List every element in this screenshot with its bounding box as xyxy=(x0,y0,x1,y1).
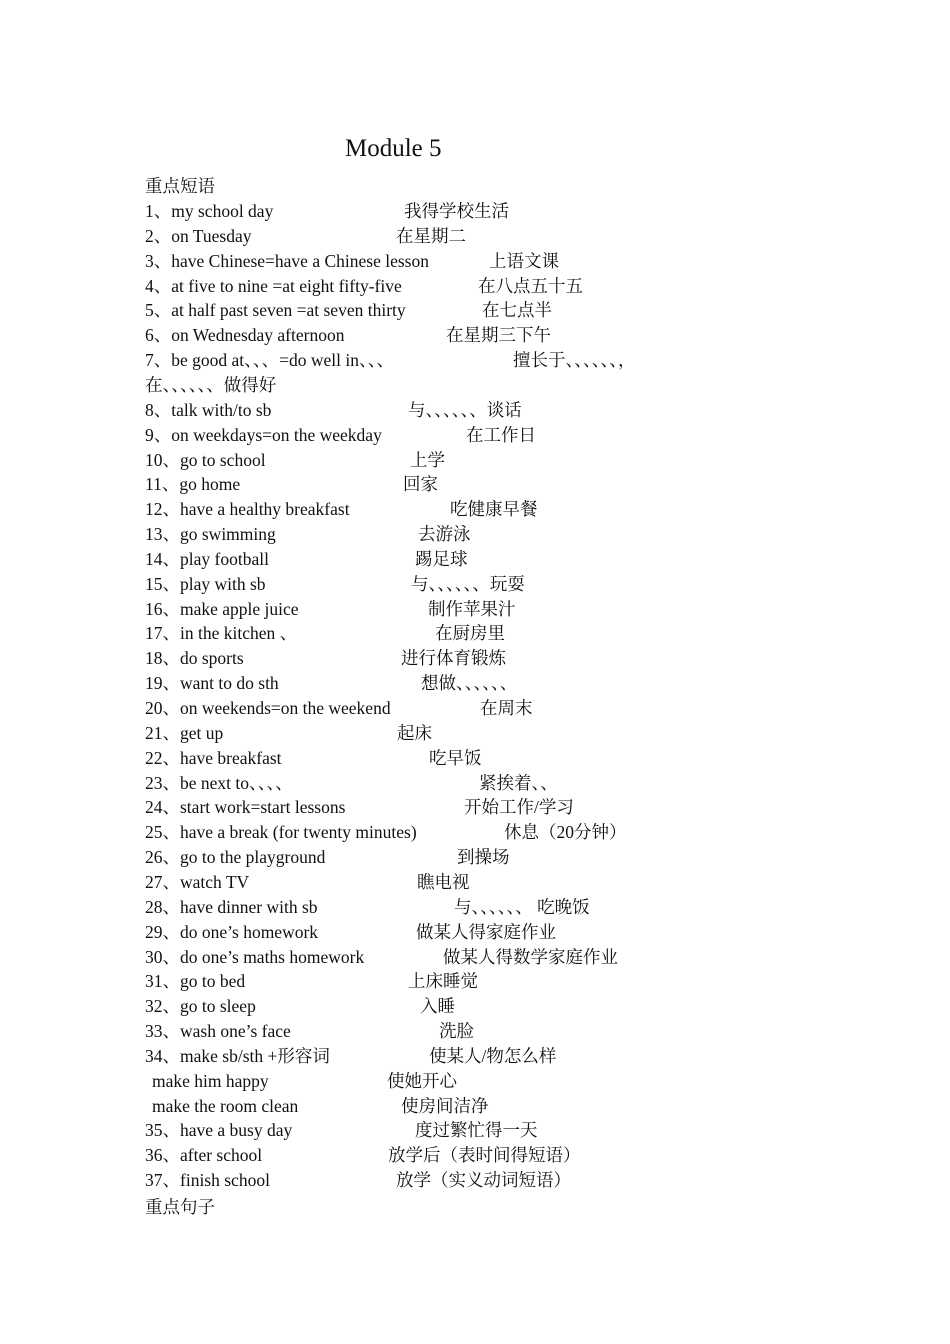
phrase-chinese: 制作苹果汁 xyxy=(428,598,516,619)
phrase-chinese: 在周末 xyxy=(480,698,533,718)
phrase-english: 13、go swimming xyxy=(145,524,276,545)
phrase-chinese: 洗脸 xyxy=(439,1021,474,1042)
phrase-english: 18、do sports xyxy=(145,648,244,669)
phrase-chinese: 吃早饭 xyxy=(429,747,482,768)
phrase-english: 在、、、、、、做得好 xyxy=(145,374,277,395)
phrase-chinese: 去游泳 xyxy=(418,524,471,545)
phrase-english: 22、have breakfast xyxy=(145,747,282,768)
phrase-english: 11、go home xyxy=(145,474,241,495)
phrase-chinese: 做某人得数学家庭作业 xyxy=(443,946,618,967)
phrase-english: 33、wash one’s face xyxy=(145,1021,291,1042)
phrase-chinese: 入睡 xyxy=(420,996,455,1017)
phrase-chinese: 与、、、、、、 吃晚饭 xyxy=(454,896,590,917)
phrase-chinese: 在星期二 xyxy=(396,225,466,246)
phrase-english: 30、do one’s maths homework xyxy=(145,946,365,967)
phrase-chinese: 紧挨着、、 xyxy=(479,772,558,793)
phrase-chinese: 在七点半 xyxy=(482,300,552,321)
phrase-chinese: 放学后（表时间得短语） xyxy=(388,1145,581,1166)
section-heading-sentences: 重点句子 xyxy=(145,1197,215,1217)
page-title: Module 5 xyxy=(345,135,442,162)
phrase-english: 14、play football xyxy=(145,548,269,569)
phrase-english: 36、after school xyxy=(145,1145,263,1166)
phrase-english: 28、have dinner with sb xyxy=(145,896,318,917)
phrase-english: 25、have a break (for twenty minutes) xyxy=(145,822,417,843)
phrase-english: 9、on weekdays=on the weekday xyxy=(145,424,382,445)
phrase-english: 34、make sb/sth +形容词 xyxy=(145,1045,330,1066)
phrase-english: 29、do one’s homework xyxy=(145,921,319,942)
phrase-english: 20、on weekends=on the weekend xyxy=(145,698,391,718)
phrase-chinese: 擅长于、、、、、、， xyxy=(513,350,636,371)
phrase-chinese: 使某人/物怎么样 xyxy=(429,1045,557,1066)
phrase-english: 4、at five to nine =at eight fifty-five xyxy=(145,275,402,296)
phrase-english: 1、my school day xyxy=(145,201,274,221)
phrase-chinese: 进行体育锻炼 xyxy=(401,648,506,669)
phrase-english: 37、finish school xyxy=(145,1170,270,1191)
phrase-chinese: 在八点五十五 xyxy=(478,275,583,296)
phrase-english: 21、get up xyxy=(145,722,224,743)
phrase-chinese: 开始工作/学习 xyxy=(464,797,574,818)
phrase-chinese: 做某人得家庭作业 xyxy=(416,921,556,942)
phrase-chinese: 上学 xyxy=(410,449,445,470)
phrase-english: 3、have Chinese=have a Chinese lesson xyxy=(145,250,429,271)
phrase-english: 31、go to bed xyxy=(145,971,246,992)
phrase-chinese: 吃健康早餐 xyxy=(450,499,538,520)
phrase-english: 5、at half past seven =at seven thirty xyxy=(145,300,406,321)
phrase-chinese: 放学（实义动词短语） xyxy=(396,1170,571,1191)
phrase-english: 32、go to sleep xyxy=(145,996,256,1017)
phrase-english: 12、have a healthy breakfast xyxy=(145,499,350,520)
phrase-chinese: 踢足球 xyxy=(415,548,468,569)
phrase-chinese: 瞧电视 xyxy=(417,871,470,892)
phrase-english: 2、on Tuesday xyxy=(145,225,252,246)
phrase-chinese: 在工作日 xyxy=(466,424,536,445)
phrase-chinese: 休息（20分钟） xyxy=(504,822,627,843)
phrase-english: 23、be next to、、、、 xyxy=(145,772,293,793)
phrase-chinese: 起床 xyxy=(397,722,432,743)
phrase-english: 6、on Wednesday afternoon xyxy=(145,325,345,346)
phrase-chinese: 与、、、、、、谈话 xyxy=(408,399,522,420)
phrase-english: 16、make apple juice xyxy=(145,598,299,619)
phrase-chinese: 与、、、、、、玩耍 xyxy=(411,573,525,594)
phrase-chinese: 到操场 xyxy=(457,847,510,868)
phrase-english: 35、have a busy day xyxy=(145,1120,293,1141)
phrase-english: 27、watch TV xyxy=(145,871,250,892)
phrase-english: 10、go to school xyxy=(145,449,266,470)
phrase-chinese: 使房间洁净 xyxy=(401,1095,489,1116)
phrase-chinese: 度过繁忙得一天 xyxy=(415,1120,538,1141)
phrase-english: 17、in the kitchen 、 xyxy=(145,623,298,644)
phrase-chinese: 上语文课 xyxy=(489,250,559,271)
phrase-chinese: 使她开心 xyxy=(387,1070,457,1091)
section-heading-phrases: 重点短语 xyxy=(145,176,215,196)
phrase-english: 26、go to the playground xyxy=(145,847,326,868)
phrase-english: 8、talk with/to sb xyxy=(145,399,272,420)
phrase-chinese: 上床睡觉 xyxy=(408,971,478,992)
phrase-english: make the room clean xyxy=(152,1095,299,1116)
phrase-english: 15、play with sb xyxy=(145,573,266,594)
phrase-english: make him happy xyxy=(152,1070,269,1091)
phrase-english: 19、want to do sth xyxy=(145,673,279,694)
phrase-english: 7、be good at、、、=do well in、、、 xyxy=(145,350,395,371)
phrase-english: 24、start work=start lessons xyxy=(145,797,346,818)
phrase-chinese: 回家 xyxy=(403,474,438,495)
phrase-chinese: 在星期三下午 xyxy=(446,325,551,346)
phrase-chinese: 想做、、、、、、 xyxy=(421,673,518,694)
phrase-chinese: 我得学校生活 xyxy=(404,201,509,221)
phrase-chinese: 在厨房里 xyxy=(435,623,505,644)
